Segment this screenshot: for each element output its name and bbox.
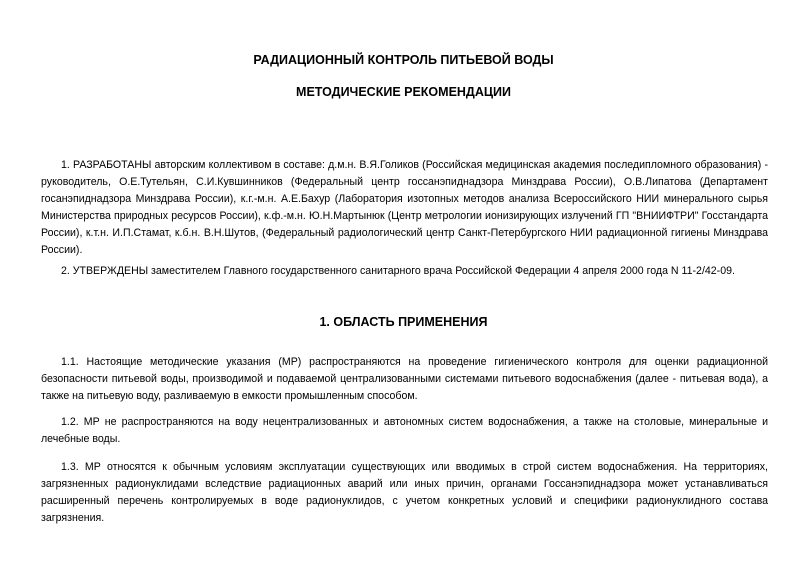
document-subtitle: МЕТОДИЧЕСКИЕ РЕКОМЕНДАЦИИ [296, 85, 511, 99]
scope-paragraph-1-3: 1.3. МР относятся к обычным условиям эксплуатации существующих или вводимых в строй систем водоснабжения. На территориях, загрязненных радионуклидами вследствие радиационных аварий или иных причин, органами Госсанэпиднадзора может устанавливаться расширенный перечень контролируемых в воде радионуклидов, с учетом конкретных условий и специфики радионуклидного состава загрязнения. [41, 460, 768, 524]
scope-paragraph-1-2: 1.2. МР не распространяются на воду нецентрализованных и автономных систем водоснабжения, а также на столовые, минеральные и лечебные воды. [41, 415, 768, 445]
document-title: РАДИАЦИОННЫЙ КОНТРОЛЬ ПИТЬЕВОЙ ВОДЫ [253, 53, 554, 67]
approval-paragraph: 2. УТВЕРЖДЕНЫ заместителем Главного государственного санитарного врача Российской Федерации 4 апреля 2000 года N 11-2/42-09. [61, 264, 735, 277]
scope-paragraph-1-1: 1.1. Настоящие методические указания (МР) распространяются на проведение гигиенического контроля для оценки радиационной безопасности питьевой воды, производимой и подаваемой централизованными системами питьевого водоснабжения (далее - питьевая вода), а также на питьевую воду, разливаемую в емкости промышленным способом. [41, 355, 768, 402]
developers-paragraph: 1. РАЗРАБОТАНЫ авторским коллективом в составе: д.м.н. В.Я.Голиков (Российская медицинская академия последипломного образования) - руководитель, О.Е.Тутельян, С.И.Кувшинников (Федеральный центр госсанэпиднадзора Минздрава России), О.В.Липатова (Департамент госанэпиднадзора Минздрава России), к.г.-м.н. А.Е.Бахур (Лаборатория изотопных методов анализа Всероссийского НИИ минерального сырья Министерства природных ресурсов России), к.ф.-м.н. Ю.Н.Мартынюк (Центр метрологии ионизирующих излучений ГП "ВНИИФТРИ" Госстандарта России), к.т.н. И.П.Стамат, к.б.н. В.Н.Шутов, (Федеральный радиологический центр Санкт-Петербургского НИИ радиационной гигиены Минздрава России). [41, 158, 768, 256]
section-heading-scope: 1. ОБЛАСТЬ ПРИМЕНЕНИЯ [319, 315, 488, 329]
